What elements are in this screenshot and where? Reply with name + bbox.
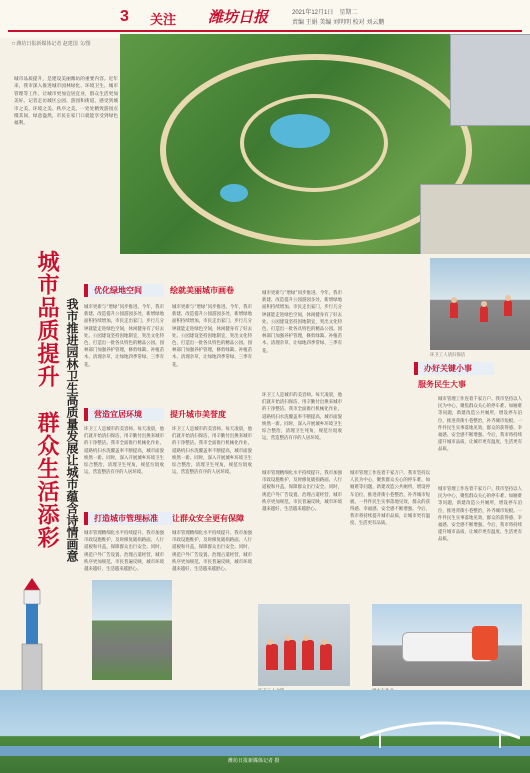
hero-aerial-photo bbox=[120, 34, 530, 254]
water-truck-photo bbox=[372, 604, 522, 686]
lighthouse-icon bbox=[12, 578, 52, 696]
sweepers-photo bbox=[430, 258, 530, 350]
section-4-title: 办好关键小事 bbox=[414, 362, 494, 375]
masthead bbox=[0, 0, 530, 38]
section-2-text: 环卫工人是城市的美容师。每天凌晨，他们就开始清扫保洁，用辛勤付出换来城市的干净整洁。我市全面推行机械化作业，道路机扫水洗覆盖率不断提高，城市面貌焕然一新。同时，深入开展城乡环境卫生综合整治，清理卫生死角，规范垃圾收运，营造整洁有序的人居环境。 bbox=[84, 427, 164, 476]
sub-headline: 我市推进园林卫生高质量发展让城市蕴含诗情画意 bbox=[65, 298, 79, 562]
section-4-text: 城市管理工作连着千家万户。我市坚持以人民为中心，聚焦群众关心的停车难、如厕难等问题，新建改造公共厕所，增设停车泊位，推进背街小巷整治，补齐城市短板。一件件民生实事落地见效，群众的获得感、幸福感、安全感不断增强。今后，我市将持续提升城市品质，让城市更有温度、生活更有品质。 bbox=[438, 397, 522, 453]
sanitation-worker bbox=[450, 302, 458, 318]
sanitation-worker bbox=[284, 640, 296, 670]
section-1-text: 城市更新与“增绿”同步推进。今年，我市新建、改造提升公园游园多处，新增绿地面积持续增加。市民走出家门，步行几分钟就能走进绿色空间，休闲健身有了好去处。公园建设坚持因地制宜，突出文化特色，打造出一批各具特色的精品公园。园林部门加强养护管理，修剪绿篱、补植苗木、清理杂草，让绿地四季常绿、三季有花。 bbox=[84, 305, 164, 368]
mid-column-text-4: 城市管理工作连着千家万户。我市坚持以人民为中心，聚焦群众关心的停车难、如厕难等问题，新建改造公共厕所，增设停车泊位，推进背街小巷整治，补齐城市短板。一件件民生实事落地见效，群众的获得感、幸福感、安全感不断增强。今后，我市将持续提升城市品质，让城市更有温度、生活更有品质。 bbox=[350, 471, 430, 527]
photo-credit: 潍坊日报新媒体记者 摄 bbox=[228, 758, 280, 764]
main-headline: 城市品质提升 群众生活添彩 bbox=[35, 250, 60, 549]
page-number: 3 bbox=[120, 8, 129, 25]
sanitation-worker bbox=[480, 306, 488, 322]
masthead-rule bbox=[8, 30, 522, 32]
section-3-text-cont: 城市管理精细化水平持续提升。我市加强市政设施维护，及时修复破损路面、人行道板和井盖，保障群众出行安全。同时，规范户外广告设置、治理占道经营，城市秩序更加规范。市民普遍反映，城市环境越来越好，生活越来越舒心。 bbox=[172, 531, 252, 573]
building bbox=[420, 184, 530, 254]
water-feature bbox=[270, 114, 330, 148]
building bbox=[450, 34, 530, 126]
issue-date: 2021年12月1日 星期二 bbox=[292, 10, 358, 16]
team-photo bbox=[258, 604, 350, 686]
section-2-title: 营造宜居环境 bbox=[84, 408, 164, 421]
mid-column-text-2: 环卫工人是城市的美容师。每天凌晨，他们就开始清扫保洁，用辛勤付出换来城市的干净整洁。我市全面推行机械化作业，道路机扫水洗覆盖率不断提高，城市面貌焕然一新。同时，深入开展城乡环境卫生综合整治，清理卫生死角，规范垃圾收运，营造整洁有序的人居环境。 bbox=[262, 393, 342, 442]
sanitation-worker bbox=[320, 644, 332, 670]
mid-column-text: 城市更新与“增绿”同步推进。今年，我市新建、改造提升公园游园多处，新增绿地面积持续增加。市民走出家门，步行几分钟就能走进绿色空间，休闲健身有了好去处。公园建设坚持因地制宜，突出文化特色，打造出一批各具特色的精品公园。园林部门加强养护管理，修剪绿篱、补植苗木、清理杂草，让绿地四季常绿、三季有花。 bbox=[262, 291, 342, 354]
section-3-title: 打造城市管理标准 bbox=[84, 512, 174, 525]
section-2-text-cont: 环卫工人是城市的美容师。每天凌晨，他们就开始清扫保洁，用辛勤付出换来城市的干净整洁。我市全面推行机械化作业，道路机扫水洗覆盖率不断提高，城市面貌焕然一新。同时，深入开展城乡环境卫生综合整治，清理卫生死角，规范垃圾收运，营造整洁有序的人居环境。 bbox=[172, 427, 252, 476]
truck-cab bbox=[472, 626, 498, 660]
section-label: 关注 bbox=[150, 12, 177, 27]
sanitation-worker bbox=[504, 300, 512, 316]
lighthouse-tower bbox=[12, 578, 52, 696]
mid-column-text-3: 城市管理精细化水平持续提升。我市加强市政设施维护，及时修复破损路面、人行道板和井盖，保障群众出行安全。同时，规范户外广告设置、治理占道经营，城市秩序更加规范。市民普遍反映，城市环境越来越好，生活越来越舒心。 bbox=[262, 471, 342, 513]
section-1-subtitle: 绘就美丽城市画卷 bbox=[170, 286, 234, 295]
section-1-title: 优化绿地空间 bbox=[84, 284, 164, 297]
section-3-text: 城市管理精细化水平持续提升。我市加强市政设施维护，及时修复破损路面、人行道板和井盖，保障群众出行安全。同时，规范户外广告设置、治理占道经营，城市秩序更加规范。市民普遍反映，城市环境越来越好，生活越来越舒心。 bbox=[84, 531, 164, 573]
canopy-structure-icon bbox=[360, 708, 520, 748]
section-3-subtitle: 让群众安全更有保障 bbox=[172, 514, 244, 523]
sanitation-worker bbox=[302, 640, 314, 670]
newspaper-logo: 潍坊日报 bbox=[208, 10, 269, 26]
byline: □ 潍坊日报新媒体记者 赵建国 文/图 bbox=[12, 41, 91, 47]
section-4-text-cont: 城市管理工作连着千家万户。我市坚持以人民为中心，聚焦群众关心的停车难、如厕难等问题，新建改造公共厕所，增设停车泊位，推进背街小巷整治，补齐城市短板。一件件民生实事落地见效，群众的获得感、幸福感、安全感不断增强。今后，我市将持续提升城市品质，让城市更有温度、生活更有品质。 bbox=[438, 487, 522, 543]
section-1-text-cont: 城市更新与“增绿”同步推进。今年，我市新建、改造提升公园游园多处，新增绿地面积持续增加。市民走出家门，步行几分钟就能走进绿色空间，休闲健身有了好去处。公园建设坚持因地制宜，突出文化特色，打造出一批各具特色的精品公园。园林部门加强养护管理，修剪绿篱、补植苗木、清理杂草，让绿地四季常绿、三季有花。 bbox=[172, 305, 252, 368]
highway-photo bbox=[92, 580, 172, 680]
sweepers-caption: 环卫工人清扫保洁 bbox=[430, 353, 466, 358]
water-feature bbox=[220, 184, 248, 202]
intro-paragraph: 城市品质提升，是建设美丽潍坊的重要内容。近年来，我市深入推进城市园林绿化、环境卫生、城市管理等工作，让城市更加宜居宜业，群众生活更加美好。记者走访城区公园、游园和街道，感受到城市之美、环境之美、秩序之美。一处处精致游园点缀其间，绿意盎然，市民在家门口就能享受到绿色福利。 bbox=[14, 77, 118, 127]
section-2-subtitle: 提升城市美誉度 bbox=[170, 410, 226, 419]
editors-line: 责编 王娟 美编 刘明明 校对 刘云鹏 bbox=[292, 20, 385, 26]
sanitation-worker bbox=[266, 644, 278, 670]
section-4-subtitle: 服务民生大事 bbox=[418, 380, 466, 389]
